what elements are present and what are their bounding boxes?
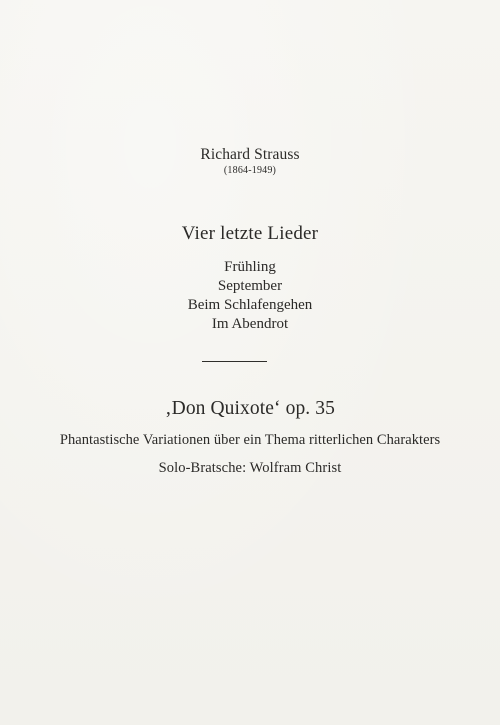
song-item: Beim Schlafengehen [187, 297, 313, 313]
song-item: September [217, 278, 283, 294]
song-item: Frühling [224, 259, 276, 275]
composer-name: Richard Strauss [200, 146, 300, 163]
song-item: Im Abendrot [211, 316, 289, 332]
soloist-credit: Solo-Bratsche: Wolfram Christ [158, 460, 342, 476]
composer-dates: (1864-1949) [223, 165, 277, 176]
work-title-vier-letzte-lieder: Vier letzte Lieder [181, 223, 319, 244]
work-title-don-quixote: ‚Don Quixote‘ op. 35 [165, 398, 335, 419]
section-divider [202, 361, 267, 362]
work-subtitle: Phantastische Variationen über ein Thema ritterlichen Charakters [59, 432, 441, 448]
song-list [0, 258, 500, 334]
